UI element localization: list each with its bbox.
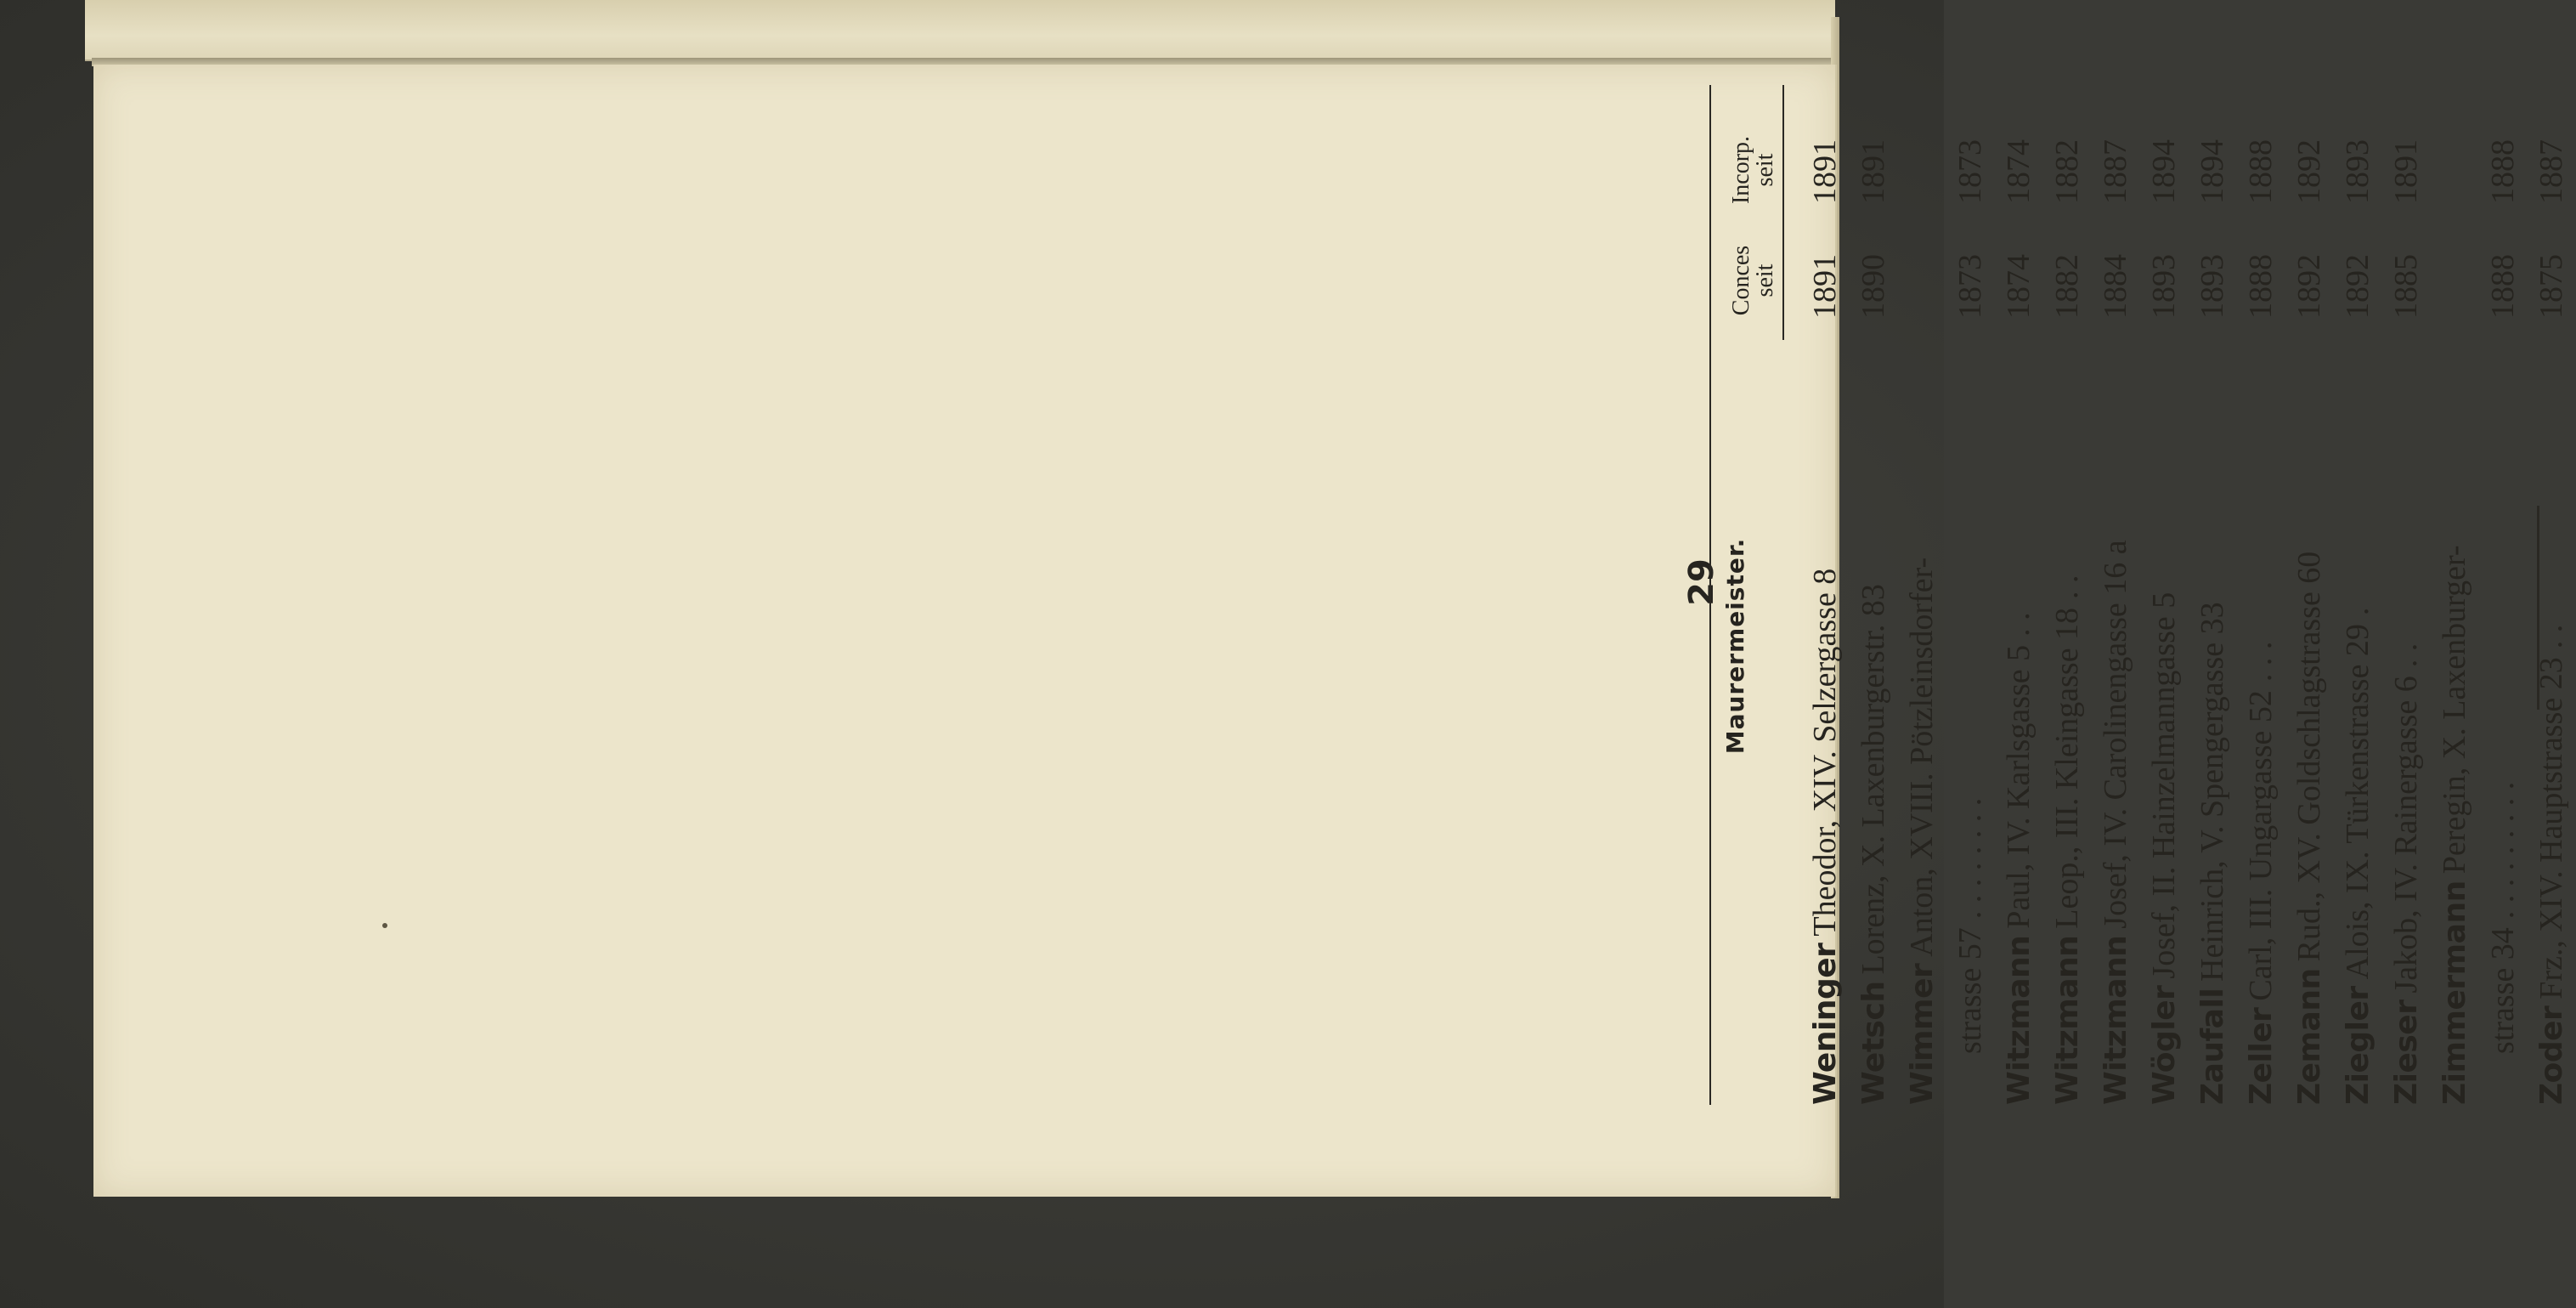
entry-address: Jakob, IV. Rainergasse 6 [2388, 676, 2424, 994]
entry-name: Zemann [2292, 968, 2327, 1105]
entry-incorp-year: 1891 [1807, 139, 1843, 204]
entry-incorp-year: 1893 [2340, 139, 2375, 204]
entry-conces-year: 1888 [2485, 254, 2521, 319]
entry-continuation: strasse 57 [1952, 927, 1988, 1054]
column-header-conces: Conces seit [1728, 245, 1778, 316]
list-item [2431, 51, 2479, 1105]
column-header-rule [1782, 85, 1784, 340]
entry-name: Zeller [2244, 1007, 2279, 1105]
leader-dots: . . . . . . . . . [2485, 781, 2521, 920]
entry-conces-year: 1873 [1952, 254, 1988, 319]
adjacent-page-edge [85, 0, 1835, 61]
entry-conces-year: 1888 [2243, 254, 2279, 319]
leader-dots: . [2340, 607, 2375, 616]
entry-conces-year: 1893 [2146, 254, 2182, 319]
entry-incorp-year: 1874 [2001, 139, 2037, 204]
column-header-incorp: Incorp. seit [1728, 135, 1778, 205]
entry-address: Lorenz, X. Laxenburgerstr. 83 [1856, 584, 1891, 975]
entry-continuation: strasse 34 [2485, 927, 2521, 1054]
list-item-continuation [2479, 51, 2528, 1105]
entry-incorp-year: 1894 [2195, 139, 2230, 204]
entry-address: Rud., XV. Goldschlagstrasse 60 [2291, 551, 2327, 962]
entry-name: Weninger [1808, 943, 1843, 1105]
entry-incorp-year: 1892 [2291, 139, 2327, 204]
entry-name: Witzmann [2099, 935, 2133, 1105]
end-rule [2537, 506, 2539, 710]
rotated-page-content [1682, 51, 2569, 1105]
header-rule [1709, 85, 1711, 1105]
list-item [2237, 51, 2285, 1105]
list-item-continuation [1946, 51, 1995, 1105]
entry-incorp-year: 1888 [2243, 139, 2279, 204]
entry-name: Ziegler [2341, 986, 2375, 1105]
entry-conces-year: 1885 [2388, 254, 2424, 319]
book-page [93, 65, 1837, 1197]
entry-address: Josef, IV. Carolinengasse 16 a [2098, 540, 2133, 929]
list-item [1995, 51, 2043, 1105]
entry-address: Anton, XVIII. Pötzleinsdorfer- [1904, 557, 1940, 957]
entry-incorp-year: 1891 [1856, 139, 1891, 204]
paper-spot [382, 923, 387, 928]
section-title: Maurermeister. [1721, 537, 1749, 755]
list-item [2140, 51, 2189, 1105]
page-number: 29 [1682, 558, 1721, 606]
list-item [2528, 51, 2576, 1105]
entry-address: Leop., III. Kleingasse 18 [2049, 607, 2085, 929]
entry-name: Witzmann [2002, 935, 2037, 1105]
entry-name: Zaufall [2195, 988, 2230, 1105]
entry-address: Frz., XIV. Hauptstrasse 23 [2534, 657, 2569, 999]
list-item [1850, 51, 1898, 1105]
entry-incorp-year: 1891 [2388, 139, 2424, 204]
entry-name: Zieser [2389, 999, 2424, 1105]
entry-name: Wetsch [1856, 981, 1891, 1105]
entry-name: Wögler [2147, 985, 2182, 1105]
list-item [2092, 51, 2140, 1105]
entry-conces-year: 1884 [2098, 254, 2133, 319]
list-item [2043, 51, 2092, 1105]
entry-incorp-year: 1887 [2534, 139, 2569, 204]
list-item [1801, 51, 1850, 1105]
entry-address: Alois, IX. Türkenstrasse 29 [2340, 624, 2375, 980]
entry-name: Witzmann [2050, 935, 2085, 1105]
entry-address: Paul, IV. Karlsgasse 5 [2001, 644, 2037, 929]
leader-dots: . . . [2243, 641, 2279, 682]
entry-name: Wimmer [1905, 963, 1940, 1105]
entry-address: Theodor, XIV. Selzergasse 8 [1807, 568, 1843, 937]
entry-conces-year: 1892 [2291, 254, 2327, 319]
list-item [2189, 51, 2237, 1105]
entry-list [1801, 51, 2576, 1105]
entry-conces-year: 1892 [2340, 254, 2375, 319]
list-item [1898, 51, 1946, 1105]
entry-name: Zoder [2534, 1005, 2569, 1105]
entry-conces-year: 1874 [2001, 254, 2037, 319]
entry-conces-year: 1891 [1807, 254, 1843, 319]
entry-incorp-year: 1887 [2098, 139, 2133, 204]
entry-conces-year: 1890 [1856, 254, 1891, 319]
list-item [2382, 51, 2431, 1105]
leader-dots: . . [2388, 643, 2424, 668]
entry-address: Heinrich, V. Spengergasse 33 [2195, 602, 2230, 982]
entry-conces-year: 1882 [2049, 254, 2085, 319]
entry-address: Josef, II. Hainzelmanngasse 5 [2146, 592, 2182, 979]
leader-dots: . . [2049, 575, 2085, 599]
entry-incorp-year: 1882 [2049, 139, 2085, 204]
entry-incorp-year: 1873 [1952, 139, 1988, 204]
entry-address: Peregin, X. Laxenburger- [2437, 545, 2472, 875]
leader-dots: . . . . . . . . [1952, 797, 1988, 920]
list-item [2334, 51, 2382, 1105]
entry-name: Zimmermann [2438, 880, 2472, 1105]
entry-conces-year: 1893 [2195, 254, 2230, 319]
leader-dots: . . [2001, 612, 2037, 637]
entry-conces-year: 1875 [2534, 254, 2569, 319]
list-item [2285, 51, 2334, 1105]
leader-dots: . . [2534, 624, 2569, 649]
entry-incorp-year: 1894 [2146, 139, 2182, 204]
entry-address: Carl, III. Ungargasse 52 [2243, 690, 2279, 1001]
entry-incorp-year: 1888 [2485, 139, 2521, 204]
